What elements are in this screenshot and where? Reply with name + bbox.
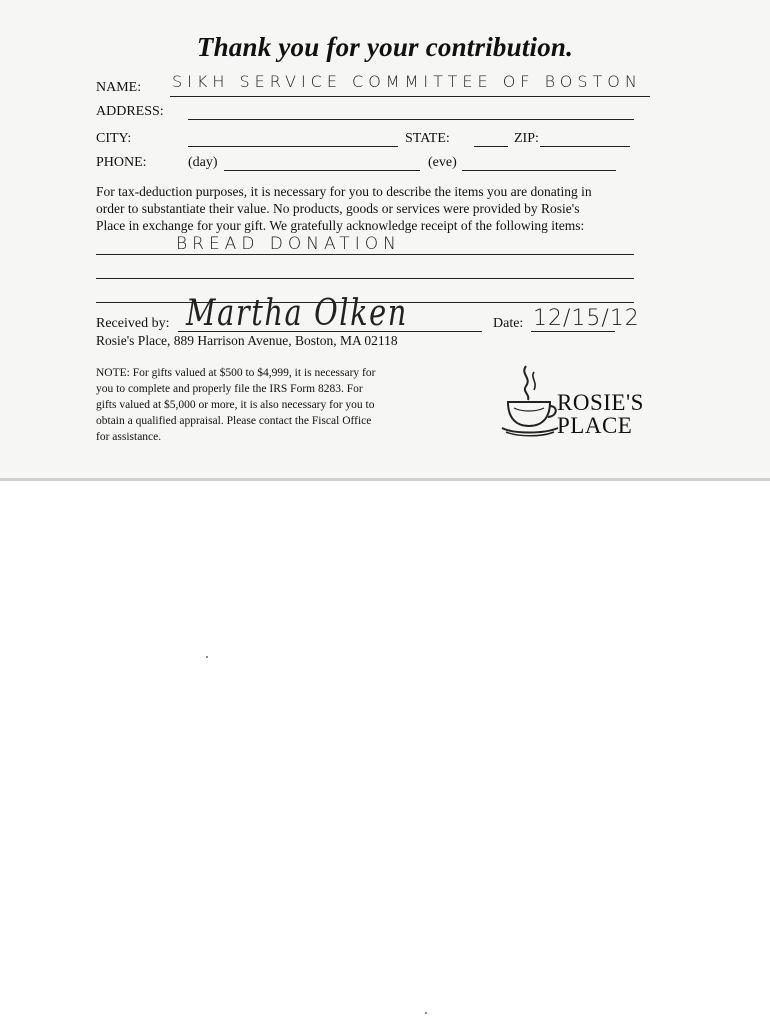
- zip-label: ZIP:: [514, 131, 539, 146]
- city-line: [188, 146, 398, 147]
- steaming-cup-icon: [500, 364, 560, 440]
- date-line: [531, 331, 615, 332]
- description-line-2: order to substantiate their value. No products, goods or services were provided by Rosie's: [96, 201, 580, 216]
- note-line-5: for assistance.: [96, 431, 162, 443]
- date-value: 12/15/12: [533, 306, 640, 331]
- state-line: [474, 146, 508, 147]
- zip-line: [540, 146, 630, 147]
- rosies-address: Rosie's Place, 889 Harrison Avenue, Boston, MA 02118: [96, 333, 398, 348]
- city-label: CITY:: [96, 131, 132, 146]
- phone-label: PHONE:: [96, 155, 147, 170]
- description-line-3: Place in exchange for your gift. We gratefully acknowledge receipt of the following items:: [96, 218, 585, 233]
- phone-day-line: [224, 170, 420, 171]
- note-line-1: NOTE: For gifts valued at $500 to $4,999, it is necessary for: [96, 367, 376, 379]
- items-line-1: [96, 254, 634, 255]
- note-line-4: obtain a qualified appraisal. Please contact the Fiscal Office: [96, 415, 372, 427]
- name-label: NAME:: [96, 80, 142, 95]
- items-value: BREAD DONATION: [176, 234, 401, 254]
- logo-line-2: PLACE: [557, 413, 633, 438]
- name-line: [170, 96, 650, 97]
- items-line-2: [96, 278, 634, 279]
- phone-eve-line: [462, 170, 616, 171]
- donation-receipt-card: [0, 0, 770, 481]
- phone-eve-label: (eve): [428, 155, 457, 170]
- name-value: SIKH SERVICE COMMITTEE OF BOSTON: [172, 72, 642, 91]
- logo-line-1: ROSIE'S: [557, 390, 644, 415]
- description-line-1: For tax-deduction purposes, it is necessary for you to describe the items you are donating in: [96, 184, 592, 199]
- receipt-title: Thank you for your contribution.: [196, 32, 574, 62]
- address-label: ADDRESS:: [96, 104, 164, 119]
- signature: Martha Olken: [186, 293, 408, 334]
- date-label: Date:: [493, 316, 524, 331]
- scan-speck: [425, 1012, 427, 1014]
- phone-day-label: (day): [188, 155, 218, 170]
- address-line: [188, 119, 634, 120]
- note-line-2: you to complete and properly file the IRS Form 8283. For: [96, 383, 363, 395]
- scan-speck: [206, 656, 208, 658]
- note-line-3: gifts valued at $5,000 or more, it is also necessary for you to: [96, 399, 375, 411]
- state-label: STATE:: [405, 131, 450, 146]
- received-by-label: Received by:: [96, 316, 170, 331]
